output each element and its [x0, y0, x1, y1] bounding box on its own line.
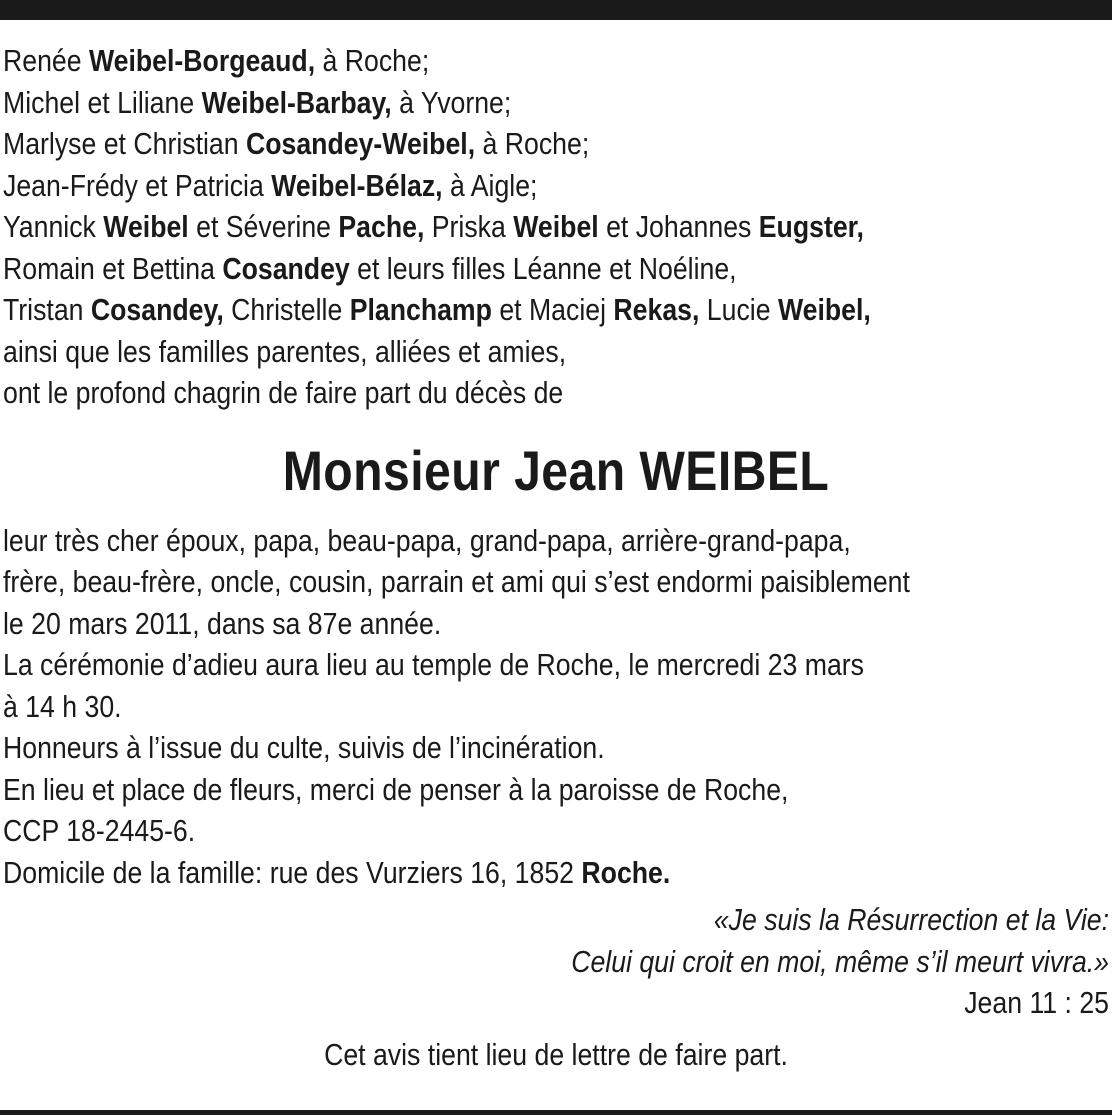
- closing-note: Cet avis tient lieu de lettre de faire part.: [324, 1036, 788, 1072]
- bottom-border-rule: [0, 1110, 1112, 1115]
- bible-quote: [3, 899, 1109, 1024]
- surname: Eugster,: [758, 209, 864, 244]
- deceased-name-heading: Monsieur Jean WEIBEL: [282, 438, 830, 502]
- intro-line: ainsi que les familles parentes, alliées et amies,: [3, 333, 567, 369]
- family-line: [3, 82, 954, 124]
- text: Christelle: [223, 292, 350, 327]
- notice-body: [3, 520, 1109, 894]
- text: Priska: [424, 209, 514, 244]
- body-line: Honneurs à l’issue du culte, suivis de l’incinération.: [3, 730, 605, 765]
- body-line: à 14 h 30.: [3, 688, 122, 724]
- surname: Cosandey: [222, 250, 350, 286]
- domicile-text: Domicile de la famille: rue des Vurziers 16, 1852: [3, 854, 582, 890]
- surname: Weibel,: [777, 292, 871, 327]
- text: et Johannes: [598, 209, 759, 244]
- intro-line: ont le profond chagrin de faire part du décès de: [3, 375, 564, 410]
- grandchildren-line: [3, 248, 954, 290]
- family-line-text: Jean-Frédy et Patricia: [3, 167, 272, 203]
- quote-line: Celui qui croit en moi, même s’il meurt vivra.»: [571, 943, 1109, 979]
- grandchildren-line: [3, 206, 954, 248]
- text: et Séverine: [188, 209, 339, 244]
- body-line: La cérémonie d’adieu aura lieu au temple de Roche, le mercredi 23 mars: [3, 647, 865, 682]
- text: Yannick: [3, 209, 104, 244]
- family-surname: Weibel-Bélaz,: [271, 167, 443, 203]
- text: Romain et Bettina: [3, 250, 223, 286]
- family-line-text: Renée: [3, 43, 89, 78]
- text: et Maciej: [491, 292, 614, 327]
- family-line-text: Michel et Liliane: [3, 84, 202, 120]
- body-line: CCP 18-2445-6.: [3, 813, 196, 848]
- text: et leurs filles Léanne et Noéline,: [349, 250, 737, 286]
- family-surname: Cosandey-Weibel,: [245, 126, 476, 161]
- text: Lucie: [699, 292, 778, 327]
- body-line: le 20 mars 2011, dans sa 87e année.: [3, 605, 442, 641]
- top-border-rule: [0, 0, 1112, 20]
- family-surname: Weibel-Borgeaud,: [88, 43, 316, 78]
- body-line: leur très cher époux, papa, beau-papa, grand-papa, arrière-grand-papa,: [3, 522, 851, 558]
- surname: Cosandey,: [90, 292, 224, 327]
- family-line-place: à Yvorne;: [391, 84, 512, 120]
- text: Tristan: [3, 292, 91, 327]
- body-line: En lieu et place de fleurs, merci de penser à la paroisse de Roche,: [3, 771, 789, 807]
- surname: Planchamp: [349, 292, 492, 327]
- family-line-text: Marlyse et Christian: [3, 126, 246, 161]
- obituary-notice: [3, 40, 1109, 1075]
- body-line: frère, beau-frère, oncle, cousin, parrain et ami qui s’est endormi paisiblement: [3, 564, 910, 599]
- surname: Rekas,: [613, 292, 700, 327]
- surname: Pache,: [338, 209, 425, 244]
- family-surname: Weibel-Barbay,: [201, 84, 392, 120]
- domicile-place: Roche.: [581, 854, 671, 890]
- surname: Weibel: [513, 209, 599, 244]
- surname: Weibel: [103, 209, 189, 244]
- family-line-place: à Roche;: [475, 126, 590, 161]
- domicile-line: [3, 852, 954, 894]
- family-line: [3, 165, 954, 207]
- grandchildren-line: [3, 289, 954, 331]
- quote-reference: Jean 11 : 25: [964, 985, 1109, 1020]
- family-line: [3, 40, 954, 82]
- quote-line: «Je suis la Résurrection et la Vie:: [713, 902, 1109, 937]
- family-line-place: à Aigle;: [442, 167, 538, 203]
- family-line: [3, 123, 954, 165]
- family-line-place: à Roche;: [315, 43, 430, 78]
